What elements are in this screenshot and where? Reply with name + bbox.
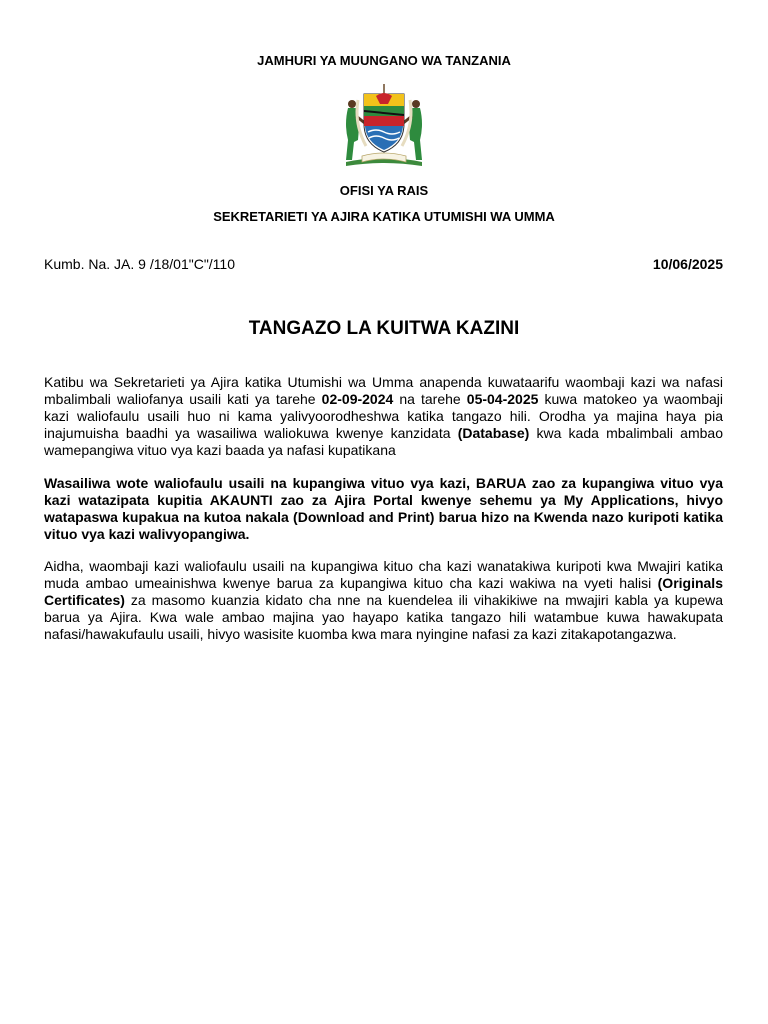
paragraph-intro-text-4: kwa kada mbalimbali ambao wamepangiwa vituo vya kazi baada ya nafasi kupatikana <box>44 425 723 458</box>
certificates-term: (Originals Certificates) <box>44 575 723 608</box>
paragraph-reporting-text-2: za masomo kuanzia kidato cha nne na kuendelea ili vihakikiwe na mwajiri kabla ya kupewa barua ya Ajira. Kwa wale ambao majina yao hayapo katika tangazo hili watambue kuwa hawakupata nafasi/hawakufaulu usaili, hivyo wasisite kuomba kwa mara nyingine nafasi za kazi zitakapotangazwa. <box>44 592 723 642</box>
paragraph-intro-text-2: na tarehe <box>393 391 467 407</box>
reference-date: 10/06/2025 <box>652 256 723 272</box>
paragraph-reporting-instructions <box>44 558 723 643</box>
reference-row <box>44 256 723 272</box>
paragraph-intro <box>44 374 723 459</box>
tanzania-coat-of-arms-icon <box>336 80 432 172</box>
department-name: SEKRETARIETI YA AJIRA KATIKA UTUMISHI WA UMMA <box>213 209 555 224</box>
interview-start-date: 02-09-2024 <box>321 391 394 407</box>
reference-number: Kumb. Na. JA. 9 /18/01"C"/110 <box>44 256 236 272</box>
office-name: OFISI YA RAIS <box>339 183 429 198</box>
country-name: JAMHURI YA MUUNGANO WA TANZANIA <box>257 53 511 68</box>
paragraph-intro-text-3: kuwa matokeo ya waombaji kazi waliofaulu usaili huo ni kama yalivyoorodheshwa katika tangazo hili. Orodha ya majina haya pia inajumuisha baadhi ya wasailiwa waliokuwa kwenye kanzidata <box>44 391 723 441</box>
paragraph-reporting-text-1: Aidha, waombaji kazi waliofaulu usaili na kupangiwa kituo cha kazi wanatakiwa kuripoti kwa Mwajiri katika muda ambao umeainishwa kwenye barua za kupangiwa kituo cha kazi wakiwa na vyeti halisi <box>44 558 723 591</box>
announcement-title: TANGAZO LA KUITWA KAZINI <box>248 318 520 339</box>
interview-end-date: 05-04-2025 <box>466 391 539 407</box>
database-term: (Database) <box>457 425 530 441</box>
paragraph-letters-instructions: Wasailiwa wote waliofaulu usaili na kupangiwa vituo vya kazi, BARUA zao za kupangiwa vituo vya kazi watazipata kupitia AKAUNTI zao za Ajira Portal kwenye sehemu ya My Applications, hivyo watapaswa kupakua na kutoa nakala (Download and Print) barua hizo na Kwenda nazo kuripoti katika vituo vya kazi walivyopangiwa. <box>44 475 723 542</box>
paragraph-intro-text-1: Katibu wa Sekretarieti ya Ajira katika Utumishi wa Umma anapenda kuwataarifu waombaji kazi wa nafasi mbalimbali waliofanya usaili kati ya tarehe <box>44 374 723 407</box>
